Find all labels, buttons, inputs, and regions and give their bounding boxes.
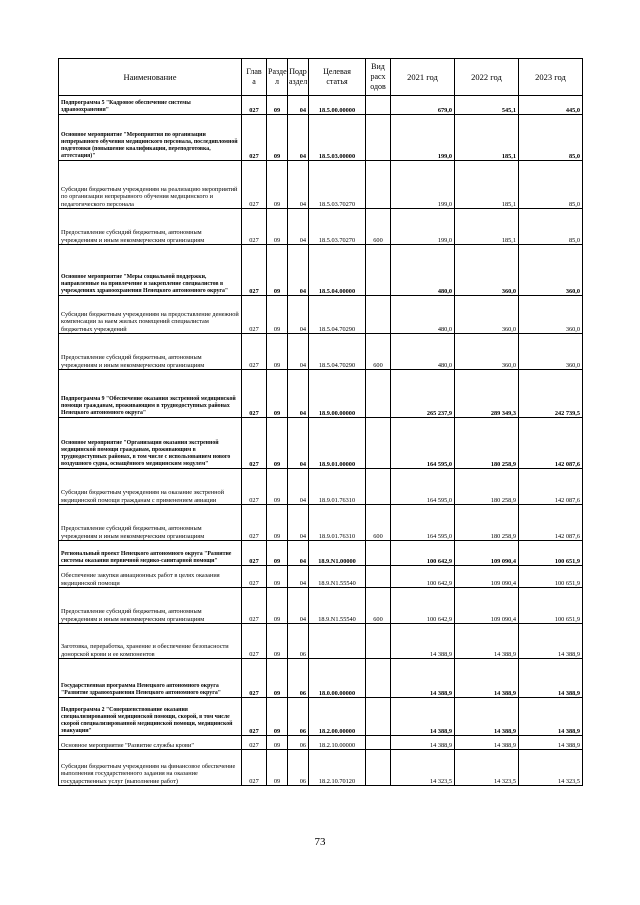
row-chapter: 027 — [242, 209, 267, 245]
row-value-2023: 14 388,9 — [519, 736, 583, 750]
row-section: 09 — [267, 750, 288, 786]
row-subsection: 04 — [288, 334, 309, 370]
row-value-2021: 164 595,0 — [391, 418, 455, 469]
row-value-2021: 199,0 — [391, 115, 455, 161]
budget-sheet — [58, 58, 582, 786]
row-name: Субсидии бюджетным учреждениям на финансовое обеспечение выполнения государственного задания на оказание государственных услуг (выполнение работ) — [59, 750, 242, 786]
row-target: 18.5.03.00000 — [309, 115, 366, 161]
row-section: 09 — [267, 334, 288, 370]
row-section: 09 — [267, 96, 288, 115]
row-value-2023: 14 388,9 — [519, 659, 583, 698]
row-target: 18.9.01.00000 — [309, 418, 366, 469]
row-section: 09 — [267, 296, 288, 334]
row-target: 18.9.01.76310 — [309, 505, 366, 541]
row-expense-type — [366, 566, 391, 588]
row-value-2022: 14 323,5 — [455, 750, 519, 786]
row-chapter: 027 — [242, 96, 267, 115]
table-row — [59, 541, 583, 566]
row-subsection: 04 — [288, 115, 309, 161]
row-chapter: 027 — [242, 245, 267, 296]
table-body — [59, 96, 583, 786]
row-value-2021: 265 237,9 — [391, 370, 455, 418]
row-value-2023: 100 651,9 — [519, 566, 583, 588]
row-target: 18.5.03.70270 — [309, 209, 366, 245]
table-row — [59, 334, 583, 370]
row-subsection: 04 — [288, 541, 309, 566]
row-value-2022: 289 349,3 — [455, 370, 519, 418]
row-section: 09 — [267, 541, 288, 566]
row-name: Основное мероприятие "Организация оказания экстренной медицинской помощи гражданам, проживающим в труднодоступных районах, в том числе с использованием нового воздушного судна, оснащённого медицинским модулем" — [59, 418, 242, 469]
table-row — [59, 370, 583, 418]
row-name: Подпрограмма 5 "Кадровое обеспечение системы здравоохранения" — [59, 96, 242, 115]
row-subsection: 04 — [288, 296, 309, 334]
row-chapter: 027 — [242, 334, 267, 370]
row-value-2021: 199,0 — [391, 161, 455, 209]
row-subsection: 04 — [288, 96, 309, 115]
table-row — [59, 588, 583, 624]
budget-table — [58, 58, 583, 786]
row-chapter: 027 — [242, 659, 267, 698]
row-expense-type — [366, 659, 391, 698]
row-name: Заготовка, переработка, хранение и обеспечение безопасности донорской крови и ее компонентов — [59, 624, 242, 659]
row-name: Предоставление субсидий бюджетным, автономным учреждениям и иным некоммерческим организациям — [59, 588, 242, 624]
row-target: 18.9.N1.00000 — [309, 541, 366, 566]
row-expense-type — [366, 469, 391, 505]
row-target: 18.9.N1.55540 — [309, 588, 366, 624]
page-number: 73 — [314, 836, 326, 848]
row-value-2022: 185,1 — [455, 115, 519, 161]
table-row — [59, 750, 583, 786]
header-subsection: Подр аздел — [288, 59, 309, 96]
table-row — [59, 209, 583, 245]
table-row — [59, 245, 583, 296]
row-value-2021: 14 388,9 — [391, 736, 455, 750]
row-expense-type — [366, 736, 391, 750]
row-value-2023: 100 651,9 — [519, 588, 583, 624]
row-chapter: 027 — [242, 750, 267, 786]
row-chapter: 027 — [242, 624, 267, 659]
table-header-row — [59, 59, 583, 96]
row-value-2021: 199,0 — [391, 209, 455, 245]
row-value-2022: 14 388,9 — [455, 698, 519, 736]
row-target: 18.9.N1.55540 — [309, 566, 366, 588]
table-row — [59, 115, 583, 161]
row-value-2022: 109 090,4 — [455, 588, 519, 624]
row-subsection: 04 — [288, 209, 309, 245]
row-value-2022: 360,0 — [455, 334, 519, 370]
row-expense-type — [366, 698, 391, 736]
row-target: 18.9.00.00000 — [309, 370, 366, 418]
row-value-2023: 14 323,5 — [519, 750, 583, 786]
row-target: 18.9.01.76310 — [309, 469, 366, 505]
row-value-2021: 100 642,9 — [391, 541, 455, 566]
row-chapter: 027 — [242, 566, 267, 588]
table-row — [59, 96, 583, 115]
row-value-2022: 180 258,9 — [455, 418, 519, 469]
row-subsection: 06 — [288, 624, 309, 659]
row-value-2022: 185,1 — [455, 209, 519, 245]
row-value-2022: 180 258,9 — [455, 505, 519, 541]
row-value-2023: 142 087,6 — [519, 505, 583, 541]
row-value-2022: 360,0 — [455, 296, 519, 334]
row-value-2021: 14 388,9 — [391, 698, 455, 736]
row-target: 18.5.04.00000 — [309, 245, 366, 296]
row-value-2022: 14 388,9 — [455, 659, 519, 698]
row-subsection: 04 — [288, 161, 309, 209]
row-chapter: 027 — [242, 541, 267, 566]
row-subsection: 04 — [288, 245, 309, 296]
row-target: 18.5.04.70290 — [309, 334, 366, 370]
row-name: Субсидии бюджетным учреждениям на предоставление денежной компенсации за наем жилых помещений специалистам бюджетных учреждений — [59, 296, 242, 334]
row-section: 09 — [267, 624, 288, 659]
header-2023: 2023 год — [519, 59, 583, 96]
row-expense-type: 600 — [366, 334, 391, 370]
row-value-2023: 360,0 — [519, 296, 583, 334]
row-target: 18.5.03.70270 — [309, 161, 366, 209]
row-value-2022: 185,1 — [455, 161, 519, 209]
row-value-2023: 14 388,9 — [519, 698, 583, 736]
row-target: 18.2.10.00000 — [309, 736, 366, 750]
row-value-2021: 14 388,9 — [391, 659, 455, 698]
row-name: Региональный проект Ненецкого автономного округа "Развитие системы оказания первичной медико-санитарной помощи" — [59, 541, 242, 566]
table-row — [59, 161, 583, 209]
row-value-2021: 14 323,5 — [391, 750, 455, 786]
row-value-2021: 164 595,0 — [391, 469, 455, 505]
row-section: 09 — [267, 370, 288, 418]
row-value-2023: 14 388,9 — [519, 624, 583, 659]
row-value-2022: 14 388,9 — [455, 624, 519, 659]
row-value-2023: 100 651,9 — [519, 541, 583, 566]
row-chapter: 027 — [242, 161, 267, 209]
row-name: Основное мероприятие "Мероприятия по организации непрерывного обучения медицинского персонала, последипломной подготовки (повышение квалификации, переподготовка, аттестация)" — [59, 115, 242, 161]
table-row — [59, 659, 583, 698]
row-chapter: 027 — [242, 115, 267, 161]
row-section: 09 — [267, 418, 288, 469]
row-chapter: 027 — [242, 370, 267, 418]
table-row — [59, 566, 583, 588]
row-expense-type: 600 — [366, 588, 391, 624]
row-section: 09 — [267, 736, 288, 750]
row-value-2021: 480,0 — [391, 296, 455, 334]
row-chapter: 027 — [242, 505, 267, 541]
row-subsection: 04 — [288, 566, 309, 588]
row-value-2023: 85,0 — [519, 115, 583, 161]
row-name: Подпрограмма 2 "Совершенствование оказания специализированной медицинской помощи, скорой, в том числе скорой специализированной медицинской помощи, медицинской эвакуации" — [59, 698, 242, 736]
row-subsection: 06 — [288, 750, 309, 786]
row-value-2021: 679,0 — [391, 96, 455, 115]
row-target — [309, 624, 366, 659]
row-target: 18.2.00.00000 — [309, 698, 366, 736]
header-chapter: Глав а — [242, 59, 267, 96]
row-value-2023: 360,0 — [519, 334, 583, 370]
row-chapter: 027 — [242, 736, 267, 750]
row-name: Подпрограмма 9 "Обеспечение оказания экстренной медицинской помощи гражданам, проживающим в труднодоступных районах Ненецкого автономного округа" — [59, 370, 242, 418]
row-name: Обеспечение закупки авиационных работ в целях оказания медицинской помощи — [59, 566, 242, 588]
row-name: Предоставление субсидий бюджетным, автономным учреждениям и иным некоммерческим организациям — [59, 505, 242, 541]
row-value-2021: 164 595,0 — [391, 505, 455, 541]
row-value-2022: 14 388,9 — [455, 736, 519, 750]
row-name: Основное мероприятие "Меры социальной поддержки, направленные на привлечение и закрепление специалистов в учреждениях здравоохранения Ненецкого автономного округа" — [59, 245, 242, 296]
row-value-2023: 242 739,5 — [519, 370, 583, 418]
row-section: 09 — [267, 245, 288, 296]
row-chapter: 027 — [242, 698, 267, 736]
row-target: 18.0.00.00000 — [309, 659, 366, 698]
row-chapter: 027 — [242, 296, 267, 334]
row-name: Субсидии бюджетным учреждениям на оказание экстренной медицинской помощи гражданам с применением авиации — [59, 469, 242, 505]
row-name: Государственная программа Ненецкого автономного округа "Развитие здравоохранения Ненецкого автономного округа" — [59, 659, 242, 698]
table-row — [59, 736, 583, 750]
row-section: 09 — [267, 209, 288, 245]
header-section: Разде л — [267, 59, 288, 96]
row-value-2021: 480,0 — [391, 245, 455, 296]
row-value-2023: 360,0 — [519, 245, 583, 296]
row-expense-type — [366, 115, 391, 161]
header-target: Целевая статья — [309, 59, 366, 96]
row-target: 18.2.10.70120 — [309, 750, 366, 786]
row-subsection: 04 — [288, 588, 309, 624]
row-subsection: 06 — [288, 736, 309, 750]
row-expense-type — [366, 418, 391, 469]
row-name: Субсидии бюджетным учреждениям на реализацию мероприятий по организации непрерывного обучения медицинского и педагогического персонала — [59, 161, 242, 209]
row-value-2022: 109 090,4 — [455, 566, 519, 588]
row-value-2023: 445,0 — [519, 96, 583, 115]
table-row — [59, 624, 583, 659]
row-expense-type — [366, 161, 391, 209]
header-2022: 2022 год — [455, 59, 519, 96]
table-row — [59, 418, 583, 469]
row-section: 09 — [267, 698, 288, 736]
row-subsection: 04 — [288, 370, 309, 418]
table-row — [59, 296, 583, 334]
row-expense-type — [366, 370, 391, 418]
row-section: 09 — [267, 588, 288, 624]
row-section: 09 — [267, 115, 288, 161]
row-expense-type — [366, 296, 391, 334]
row-value-2023: 142 087,6 — [519, 469, 583, 505]
row-section: 09 — [267, 469, 288, 505]
row-subsection: 04 — [288, 505, 309, 541]
header-expense-type: Вид расх одов — [366, 59, 391, 96]
row-expense-type — [366, 245, 391, 296]
row-chapter: 027 — [242, 588, 267, 624]
row-expense-type — [366, 624, 391, 659]
row-section: 09 — [267, 659, 288, 698]
row-value-2021: 14 388,9 — [391, 624, 455, 659]
header-name: Наименование — [59, 59, 242, 96]
row-value-2022: 180 258,9 — [455, 469, 519, 505]
row-subsection: 04 — [288, 418, 309, 469]
row-expense-type — [366, 96, 391, 115]
table-row — [59, 698, 583, 736]
row-chapter: 027 — [242, 469, 267, 505]
row-value-2021: 100 642,9 — [391, 566, 455, 588]
row-expense-type: 600 — [366, 209, 391, 245]
row-value-2022: 109 090,4 — [455, 541, 519, 566]
row-chapter: 027 — [242, 418, 267, 469]
table-row — [59, 505, 583, 541]
row-target: 18.5.00.00000 — [309, 96, 366, 115]
row-subsection: 06 — [288, 659, 309, 698]
row-value-2023: 85,0 — [519, 209, 583, 245]
row-expense-type — [366, 541, 391, 566]
row-value-2021: 480,0 — [391, 334, 455, 370]
row-name: Основное мероприятие "Развитие службы крови" — [59, 736, 242, 750]
row-name: Предоставление субсидий бюджетным, автономным учреждениям и иным некоммерческим организациям — [59, 209, 242, 245]
row-section: 09 — [267, 566, 288, 588]
row-section: 09 — [267, 161, 288, 209]
row-section: 09 — [267, 505, 288, 541]
row-subsection: 04 — [288, 469, 309, 505]
row-target: 18.5.04.70290 — [309, 296, 366, 334]
row-value-2021: 100 642,9 — [391, 588, 455, 624]
row-name: Предоставление субсидий бюджетным, автономным учреждениям и иным некоммерческим организациям — [59, 334, 242, 370]
header-2021: 2021 год — [391, 59, 455, 96]
row-expense-type: 600 — [366, 505, 391, 541]
row-value-2023: 85,0 — [519, 161, 583, 209]
row-subsection: 06 — [288, 698, 309, 736]
row-value-2023: 142 087,6 — [519, 418, 583, 469]
row-value-2022: 360,0 — [455, 245, 519, 296]
row-value-2022: 545,1 — [455, 96, 519, 115]
table-row — [59, 469, 583, 505]
row-expense-type — [366, 750, 391, 786]
